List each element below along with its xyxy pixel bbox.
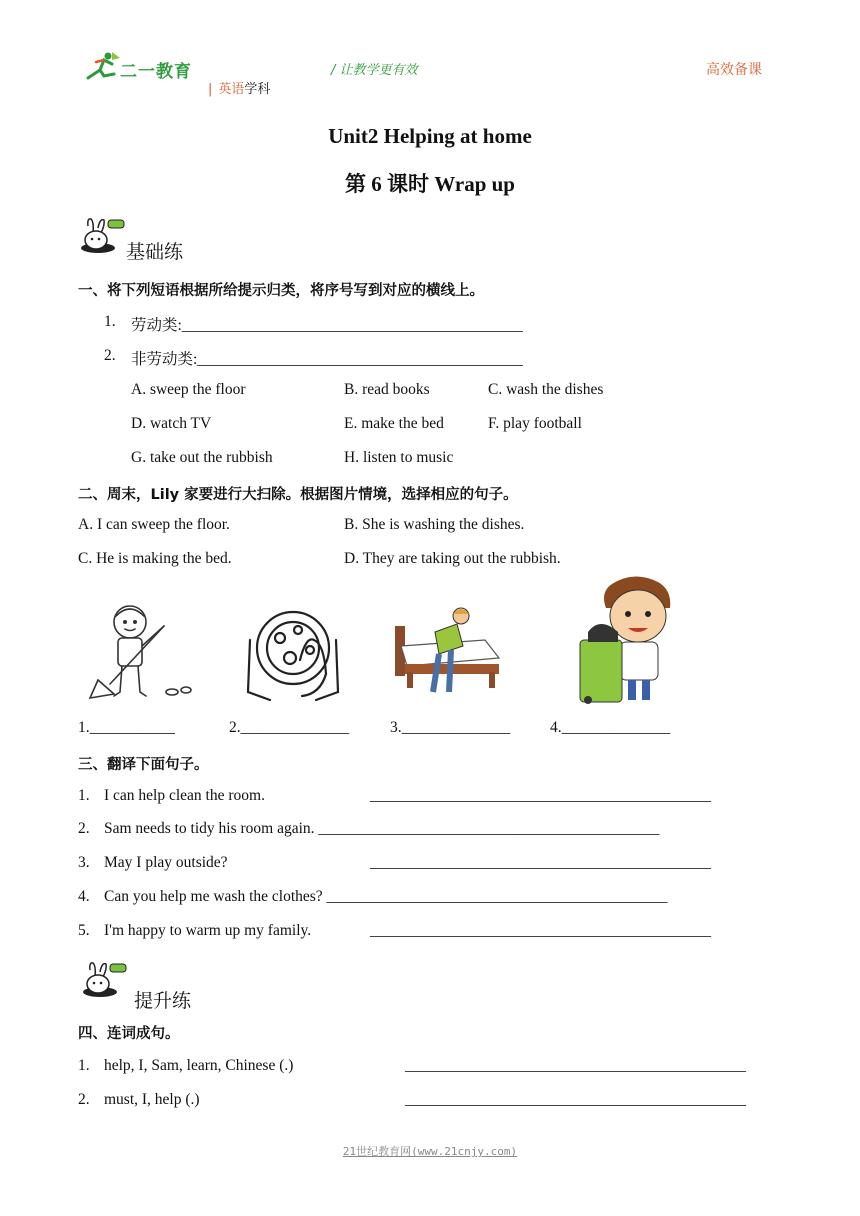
q3-item-4: Can you help me wash the clothes? ____________________________________________ — [104, 888, 668, 905]
q3-item-1-blank[interactable]: ____________________________________________ — [370, 787, 711, 804]
q2-blank-1[interactable]: 1.___________ — [78, 719, 175, 736]
q4-item-1-blank[interactable]: ____________________________________________ — [405, 1057, 746, 1074]
q1-option-d: D. watch TV — [131, 415, 212, 432]
q4-item-2: must, I, help (.) — [104, 1091, 200, 1108]
q1-option-e: E. make the bed — [344, 415, 444, 432]
q2-heading: 二、周末，Lily 家要进行大扫除。根据图片情境，选择相应的句子。 — [78, 487, 518, 503]
q4-item-2-blank[interactable]: ____________________________________________ — [405, 1091, 746, 1108]
q1-item-2: 非劳动类:__________________________________________ — [131, 351, 523, 368]
q1-option-b: B. read books — [344, 381, 430, 398]
slogan: / 让教学更有效 — [331, 63, 418, 78]
q1-option-f: F. play football — [488, 415, 582, 432]
subject-prefix: 英语 — [218, 82, 245, 97]
section-basic-title: 基础练 — [126, 241, 184, 263]
unit-title: Unit2 Helping at home — [328, 124, 532, 148]
washing-dishes-picture — [240, 600, 346, 704]
q2-option-b: B. She is washing the dishes. — [344, 516, 525, 533]
lesson-title: 第 6 课时 Wrap up — [345, 172, 515, 196]
making-bed-picture — [393, 606, 501, 696]
q3-item-1-num: 1. — [78, 787, 90, 804]
q3-item-2-num: 2. — [78, 820, 90, 837]
q3-item-3: May I play outside? — [104, 854, 228, 871]
q2-option-d: D. They are taking out the rubbish. — [344, 550, 561, 567]
q4-item-2-num: 2. — [78, 1091, 90, 1108]
q3-item-3-num: 3. — [78, 854, 90, 871]
q1-item-1-num: 1. — [104, 313, 116, 330]
q2-option-c: C. He is making the bed. — [78, 550, 232, 567]
q1-option-g: G. take out the rubbish — [131, 449, 273, 466]
logo-text: 二一教育 — [120, 62, 192, 82]
rabbit-icon — [80, 960, 128, 1000]
q3-item-2: Sam needs to tidy his room again. ____________________________________________ — [104, 820, 660, 837]
subject-label: | 英语学科 — [208, 82, 271, 97]
q1-item-2-num: 2. — [104, 347, 116, 364]
header-right-label: 高效备课 — [706, 62, 762, 78]
boy-sweeping-picture — [80, 600, 198, 702]
q4-heading: 四、连词成句。 — [78, 1026, 180, 1042]
q3-item-4-num: 4. — [78, 888, 90, 905]
q1-heading: 一、将下列短语根据所给提示归类，将序号写到对应的横线上。 — [78, 283, 484, 299]
q2-blank-3[interactable]: 3.______________ — [390, 719, 511, 736]
q3-item-1: I can help clean the room. — [104, 787, 265, 804]
section-advanced-title: 提升练 — [134, 990, 192, 1012]
q4-item-1-num: 1. — [78, 1057, 90, 1074]
q3-item-5: I'm happy to warm up my family. — [104, 922, 312, 939]
footer-link[interactable]: 21世纪教育网(www.21cnjy.com) — [342, 1145, 518, 1158]
q1-item-1: 劳动类:____________________________________________ — [131, 317, 523, 334]
q1-option-c: C. wash the dishes — [488, 381, 604, 398]
subject-suffix: 学科 — [244, 82, 271, 97]
q2-blank-4[interactable]: 4.______________ — [550, 719, 671, 736]
q1-option-a: A. sweep the floor — [131, 381, 246, 398]
rabbit-icon — [78, 216, 126, 256]
q4-item-1: help, I, Sam, learn, Chinese (.) — [104, 1057, 294, 1074]
q3-item-5-num: 5. — [78, 922, 90, 939]
q3-item-3-blank[interactable]: ____________________________________________ — [370, 854, 711, 871]
taking-out-rubbish-picture — [574, 576, 680, 704]
q1-option-h: H. listen to music — [344, 449, 454, 466]
q2-option-a: A. I can sweep the floor. — [78, 516, 230, 533]
q2-blank-2[interactable]: 2.______________ — [229, 719, 350, 736]
q3-item-5-blank[interactable]: ____________________________________________ — [370, 922, 711, 939]
q3-heading: 三、翻译下面句子。 — [78, 757, 209, 773]
